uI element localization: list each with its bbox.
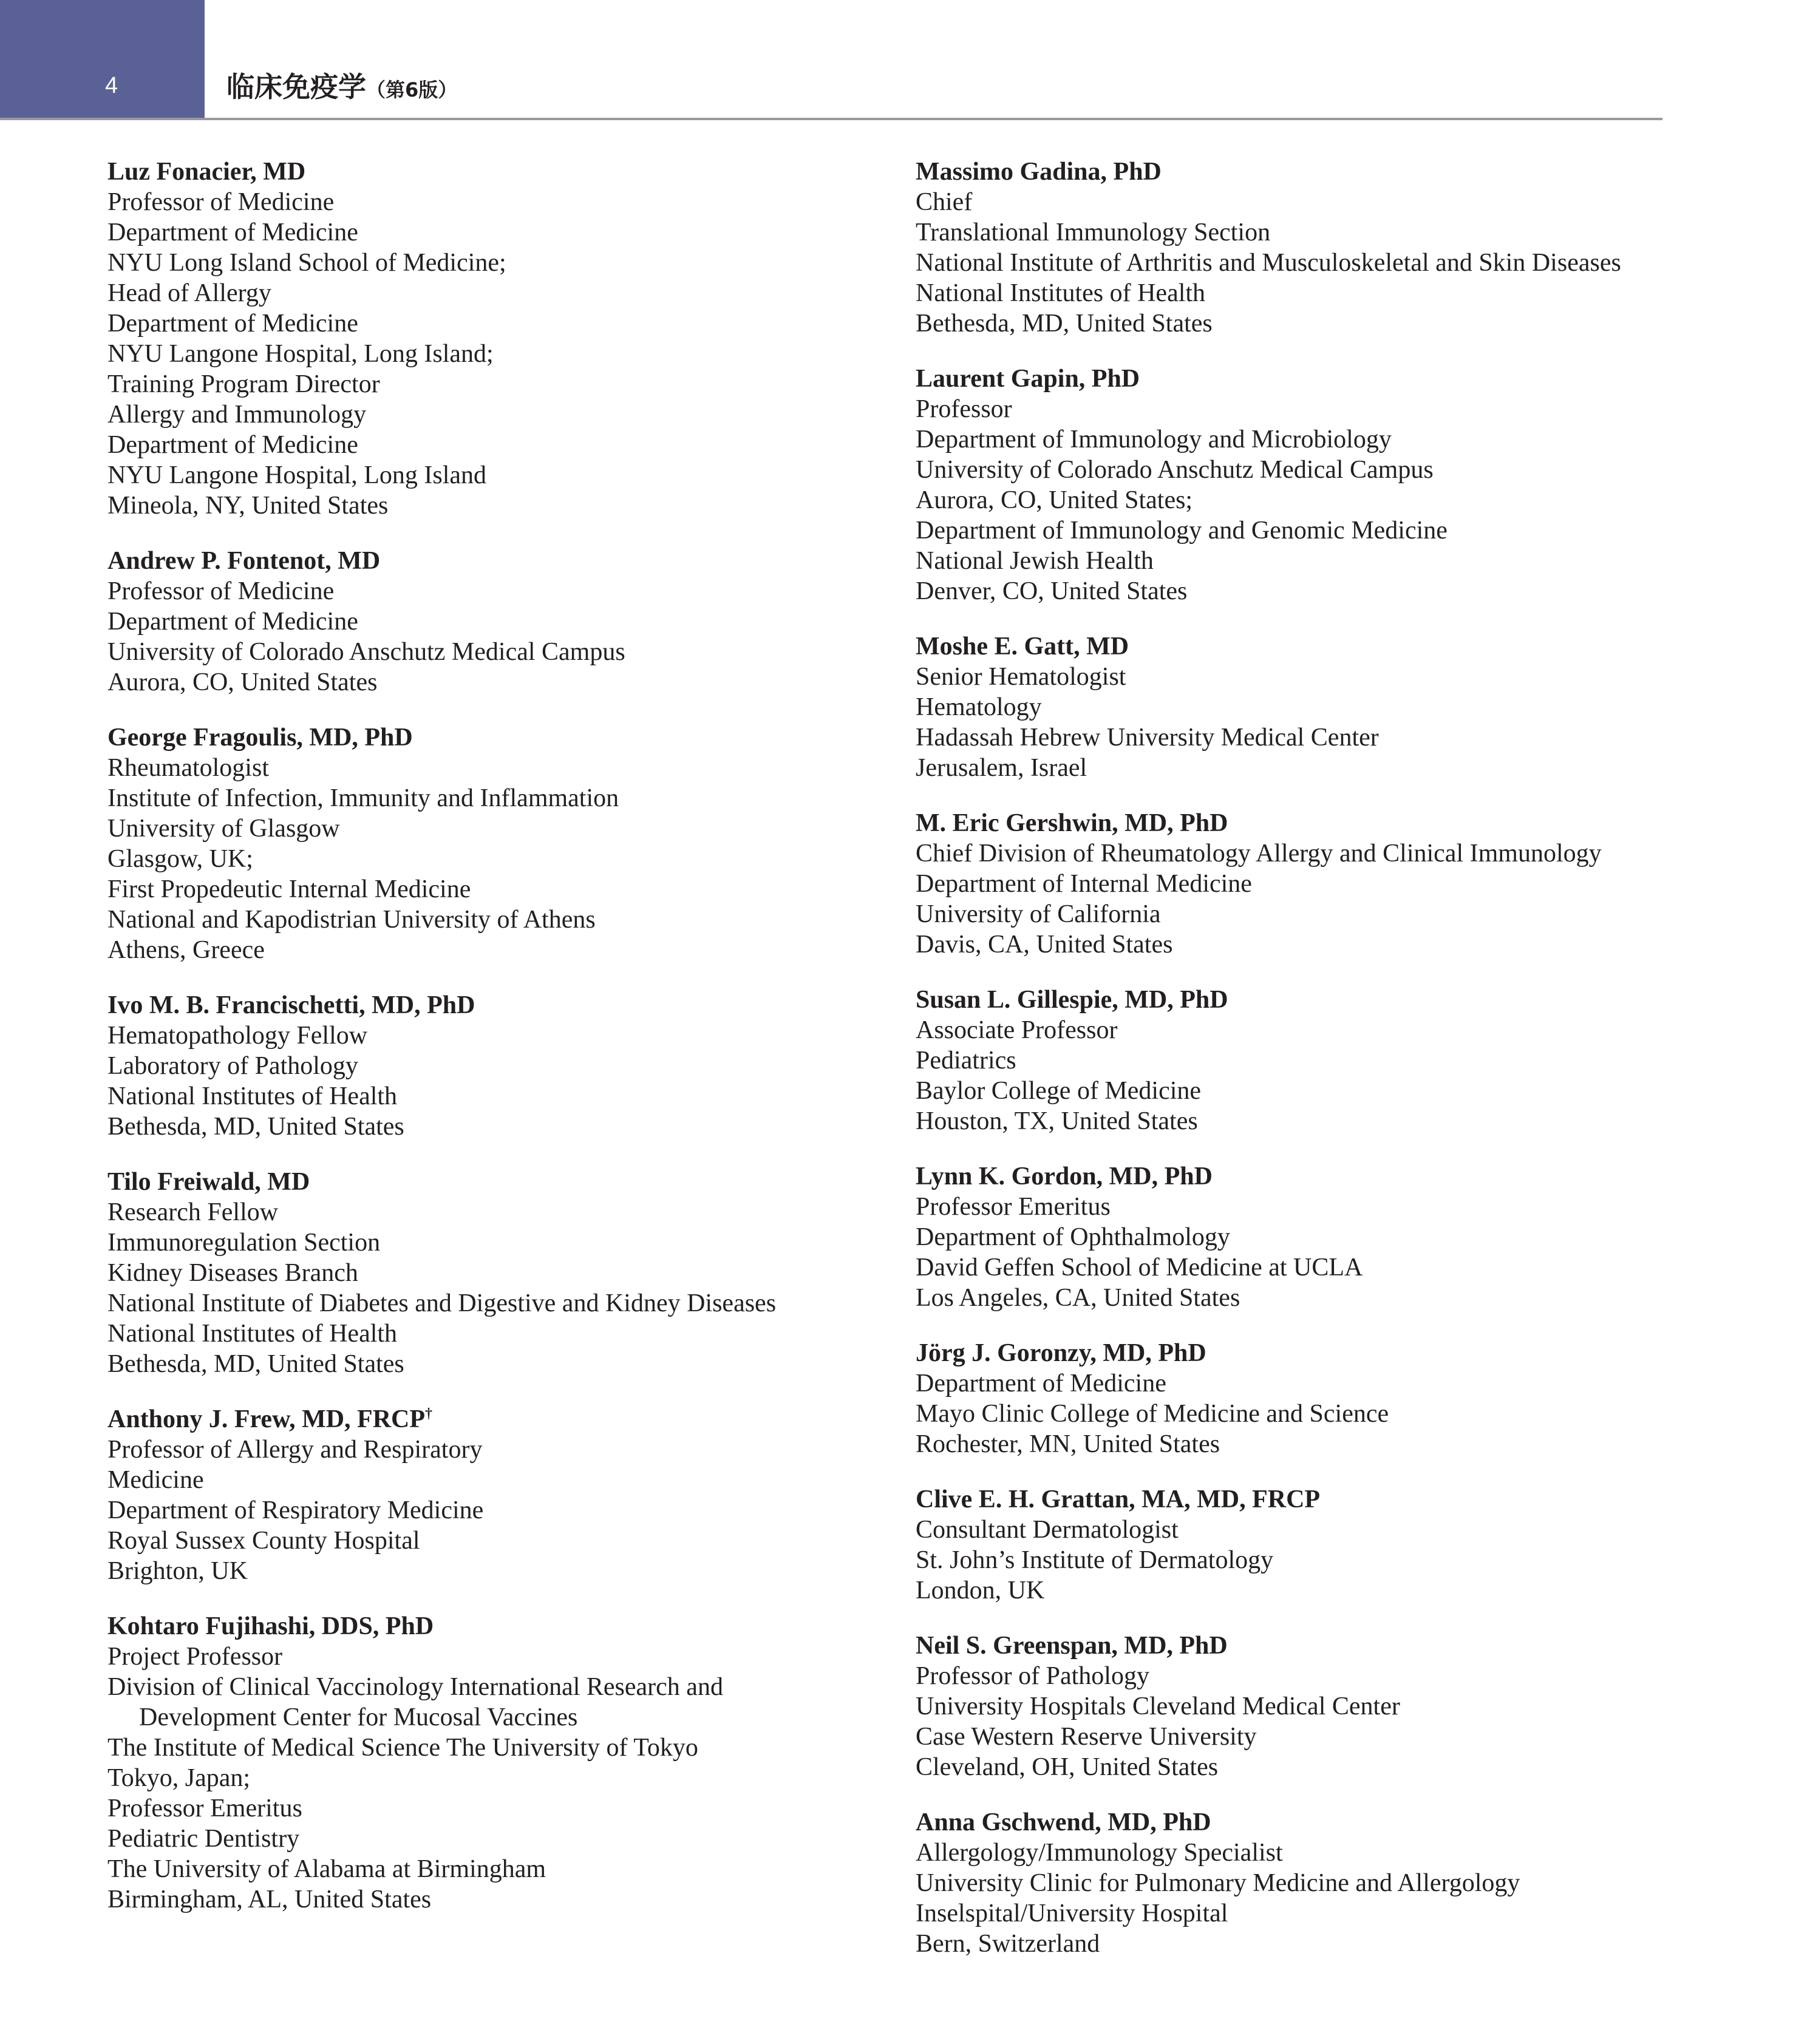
contributor-name-text: Neil S. Greenspan, MD, PhD xyxy=(916,1632,1228,1660)
book-title: 临床免疫学 xyxy=(226,70,366,103)
contributor-name-text: Massimo Gadina, PhD xyxy=(916,158,1162,186)
affiliation-line: Bethesda, MD, United States xyxy=(916,310,1213,338)
page-number-tab xyxy=(0,0,205,118)
affiliation-line: Aurora, CO, United States; xyxy=(916,486,1193,514)
affiliation-line: Department of Medicine xyxy=(916,1370,1166,1397)
contributor-name xyxy=(107,1611,854,1642)
contributor-name xyxy=(916,631,1662,662)
affiliation-line: Consultant Dermatologist xyxy=(916,1516,1179,1544)
contributor-entry xyxy=(107,1167,854,1379)
contributor-name xyxy=(107,546,854,576)
contributor-entry xyxy=(107,546,854,698)
affiliation-line: Department of Immunology and Microbiology xyxy=(916,426,1392,453)
contributor-name xyxy=(916,985,1662,1015)
contributor-entry xyxy=(916,1161,1662,1313)
contributor-name xyxy=(107,1167,854,1197)
contributor-entry xyxy=(107,722,854,965)
affiliation-line: Department of Respiratory Medicine xyxy=(107,1496,484,1524)
affiliation-line: Mineola, NY, United States xyxy=(107,492,389,520)
affiliation-line: Baylor College of Medicine xyxy=(916,1077,1202,1105)
contributor-name-text: Laurent Gapin, PhD xyxy=(916,365,1140,393)
affiliation-line: NYU Langone Hospital, Long Island xyxy=(107,461,487,489)
contributor-name xyxy=(916,364,1662,394)
affiliation-line: Athens, Greece xyxy=(107,936,265,964)
deceased-mark: † xyxy=(425,1406,433,1422)
affiliation-line: Research Fellow xyxy=(107,1198,279,1226)
page-number: 4 xyxy=(105,73,118,98)
contributor-entry xyxy=(916,157,1662,339)
affiliation-line: Jerusalem, Israel xyxy=(916,754,1087,782)
contributor-name xyxy=(107,157,854,187)
contributor-name-text: Tilo Freiwald, MD xyxy=(107,1168,310,1196)
running-header-title xyxy=(226,72,457,103)
affiliation-line: St. John’s Institute of Dermatology xyxy=(916,1546,1274,1574)
contributor-name-text: M. Eric Gershwin, MD, PhD xyxy=(916,809,1228,837)
affiliation-line: Tokyo, Japan; xyxy=(107,1764,251,1792)
affiliation-line: Inselspital/University Hospital xyxy=(916,1900,1228,1927)
contributor-name-text: Jörg J. Goronzy, MD, PhD xyxy=(916,1339,1206,1367)
affiliation-line: Chief xyxy=(916,188,973,216)
affiliation-line: Immunoregulation Section xyxy=(107,1229,381,1257)
contributor-name-text: Ivo M. B. Francischetti, MD, PhD xyxy=(107,991,475,1019)
affiliation-line: London, UK xyxy=(916,1577,1045,1604)
contributor-entry xyxy=(916,1338,1662,1459)
affiliation-line: Department of Medicine xyxy=(107,608,358,636)
affiliation-line: Hematology xyxy=(916,693,1042,721)
affiliation-line: Laboratory of Pathology xyxy=(107,1052,358,1080)
affiliation-line: Cleveland, OH, United States xyxy=(916,1753,1219,1781)
affiliation-line: National Institutes of Health xyxy=(107,1082,398,1110)
affiliation-line: University Clinic for Pulmonary Medicine and Allergology xyxy=(916,1869,1520,1897)
contributor-name xyxy=(107,990,854,1020)
contributor-name xyxy=(916,1484,1662,1515)
contributor-entry xyxy=(107,990,854,1142)
affiliation-line: Allergy and Immunology xyxy=(107,401,367,429)
affiliation-line: Allergology/Immunology Specialist xyxy=(916,1839,1283,1867)
affiliation-line: Hematopathology Fellow xyxy=(107,1022,368,1050)
contributor-entry xyxy=(107,157,854,521)
contributor-name-text: Kohtaro Fujihashi, DDS, PhD xyxy=(107,1612,434,1640)
affiliation-line: Hadassah Hebrew University Medical Center xyxy=(916,724,1379,752)
contributor-entry xyxy=(107,1611,854,1915)
affiliation-line: Birmingham, AL, United States xyxy=(107,1886,432,1913)
header-rule xyxy=(0,118,1662,120)
affiliation-line: Glasgow, UK; xyxy=(107,845,253,873)
contributor-name xyxy=(107,722,854,753)
affiliation-line: Medicine xyxy=(107,1466,204,1494)
affiliation-line: University of Colorado Anschutz Medical Campus xyxy=(107,638,625,666)
affiliation-line: Associate Professor xyxy=(916,1016,1118,1044)
contributor-name-text: Moshe E. Gatt, MD xyxy=(916,633,1129,660)
affiliation-line: University Hospitals Cleveland Medical Center xyxy=(916,1693,1400,1720)
affiliation-line: Rochester, MN, United States xyxy=(916,1430,1220,1458)
affiliation-line: Kidney Diseases Branch xyxy=(107,1259,358,1287)
affiliation-line: David Geffen School of Medicine at UCLA xyxy=(916,1254,1363,1282)
affiliation-line: Aurora, CO, United States xyxy=(107,668,378,696)
affiliation-line: Professor Emeritus xyxy=(916,1193,1111,1221)
contributor-entry xyxy=(916,808,1662,960)
contributor-entry xyxy=(916,631,1662,783)
affiliation-line: Pediatric Dentistry xyxy=(107,1825,300,1853)
affiliation-line: National Institute of Diabetes and Digestive and Kidney Diseases xyxy=(107,1289,777,1317)
affiliation-line: First Propedeutic Internal Medicine xyxy=(107,875,471,903)
affiliation-line: Translational Immunology Section xyxy=(916,219,1271,246)
contributor-name xyxy=(916,1631,1662,1661)
contributor-entry xyxy=(916,985,1662,1136)
affiliation-line: Institute of Infection, Immunity and Inflammation xyxy=(107,784,619,812)
affiliation-line: National Institute of Arthritis and Musculoskeletal and Skin Diseases xyxy=(916,249,1621,277)
affiliation-line: National Institutes of Health xyxy=(107,1320,398,1348)
affiliation-line: Department of Medicine xyxy=(107,431,358,459)
affiliation-line: Department of Immunology and Genomic Medicine xyxy=(916,517,1448,545)
affiliation-line: Department of Medicine xyxy=(107,310,358,338)
affiliation-line: Department of Medicine xyxy=(107,219,358,246)
affiliation-line: Division of Clinical Vaccinology International Research and xyxy=(107,1673,723,1701)
affiliation-line: Rheumatologist xyxy=(107,754,269,782)
affiliation-line: Professor of Allergy and Respiratory xyxy=(107,1436,483,1464)
contributor-entry xyxy=(916,1631,1662,1782)
affiliation-line: Los Angeles, CA, United States xyxy=(916,1284,1240,1312)
affiliation-line: Case Western Reserve University xyxy=(916,1723,1257,1751)
affiliation-line: Mayo Clinic College of Medicine and Science xyxy=(916,1400,1389,1428)
contributor-name xyxy=(916,157,1662,187)
affiliation-line: Professor of Medicine xyxy=(107,188,335,216)
affiliation-line: Denver, CO, United States xyxy=(916,577,1188,605)
affiliation-line: Professor of Pathology xyxy=(916,1662,1149,1690)
affiliation-line: Training Program Director xyxy=(107,370,380,398)
affiliation-line: Royal Sussex County Hospital xyxy=(107,1527,420,1555)
contributor-entry xyxy=(916,364,1662,606)
affiliation-line: Chief Division of Rheumatology Allergy and Clinical Immunology xyxy=(916,840,1602,868)
affiliation-line: Development Center for Mucosal Vaccines xyxy=(139,1703,578,1731)
affiliation-line: Professor xyxy=(916,395,1012,423)
book-edition: （第6版） xyxy=(366,78,458,101)
contributor-name-text: Andrew P. Fontenot, MD xyxy=(107,547,381,575)
contributor-name xyxy=(916,1161,1662,1192)
affiliation-line: Bern, Switzerland xyxy=(916,1930,1100,1958)
contributor-name-text: George Fragoulis, MD, PhD xyxy=(107,724,413,752)
affiliation-line: NYU Long Island School of Medicine; xyxy=(107,249,506,277)
affiliation-line: National Institutes of Health xyxy=(916,279,1206,307)
affiliation-line: Professor of Medicine xyxy=(107,577,335,605)
affiliation-line: National Jewish Health xyxy=(916,547,1154,575)
affiliation-line: Pediatrics xyxy=(916,1047,1016,1075)
contributor-name-text: Clive E. H. Grattan, MA, MD, FRCP xyxy=(916,1485,1321,1513)
contributor-name xyxy=(916,1338,1662,1368)
affiliation-line: Head of Allergy xyxy=(107,279,271,307)
affiliation-line: Department of Ophthalmology xyxy=(916,1223,1230,1251)
affiliation-line: Houston, TX, United States xyxy=(916,1107,1198,1135)
affiliation-line: Project Professor xyxy=(107,1643,283,1671)
affiliation-line: The Institute of Medical Science The University of Tokyo xyxy=(107,1734,698,1762)
contributor-name-text: Anna Gschwend, MD, PhD xyxy=(916,1808,1211,1836)
affiliation-line: Bethesda, MD, United States xyxy=(107,1113,404,1141)
contributor-entry xyxy=(107,1404,854,1586)
contributor-name xyxy=(916,808,1662,838)
contributor-name-text: Anthony J. Frew, MD, FRCP xyxy=(107,1405,426,1433)
affiliation-line: Brighton, UK xyxy=(107,1557,248,1585)
contributor-entry xyxy=(916,1484,1662,1606)
contributor-entry xyxy=(916,1807,1662,1959)
contributor-name-text: Susan L. Gillespie, MD, PhD xyxy=(916,986,1228,1014)
affiliation-line: Department of Internal Medicine xyxy=(916,870,1252,898)
affiliation-line: University of California xyxy=(916,900,1161,928)
contributors-left-column xyxy=(107,157,854,1940)
contributors-right-column xyxy=(916,157,1662,1984)
contributor-name-text: Luz Fonacier, MD xyxy=(107,158,306,186)
affiliation-line: University of Colorado Anschutz Medical Campus xyxy=(916,456,1434,484)
contributor-name-text: Lynn K. Gordon, MD, PhD xyxy=(916,1163,1213,1190)
contributor-name xyxy=(107,1404,854,1435)
affiliation-line: Davis, CA, United States xyxy=(916,931,1173,959)
affiliation-line: Professor Emeritus xyxy=(107,1794,302,1822)
affiliation-line: Senior Hematologist xyxy=(916,663,1126,691)
affiliation-line: University of Glasgow xyxy=(107,815,340,843)
contributor-name xyxy=(916,1807,1662,1838)
affiliation-line: NYU Langone Hospital, Long Island; xyxy=(107,340,494,368)
affiliation-line: The University of Alabama at Birmingham xyxy=(107,1855,546,1883)
affiliation-line: Bethesda, MD, United States xyxy=(107,1350,404,1378)
affiliation-line: National and Kapodistrian University of Athens xyxy=(107,906,596,934)
